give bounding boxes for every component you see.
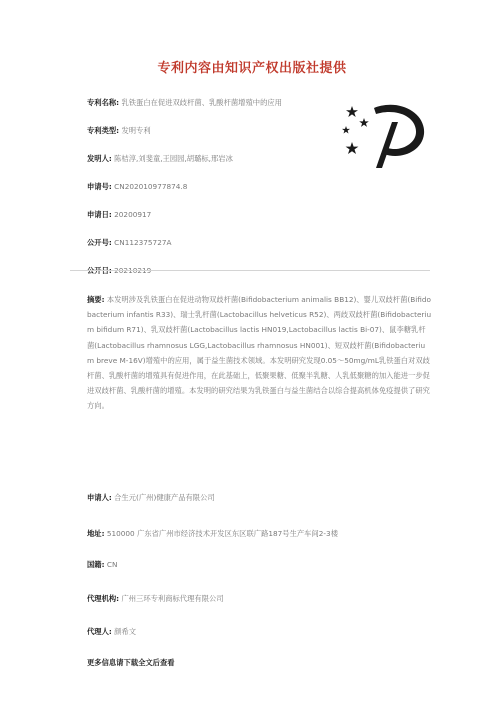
address-value: 510000 广东省广州市经济技术开发区东区联广路187号生产车间2-3楼 (106, 529, 338, 538)
section-divider (70, 270, 430, 271)
meta-publication-number (87, 236, 387, 250)
agency-label: 代理机构: (87, 594, 120, 603)
abstract (87, 292, 432, 414)
star-icon (359, 118, 369, 127)
agent-label: 代理人: (87, 627, 112, 636)
meta-label: 申请号: (87, 182, 112, 191)
address-label: 地址: (87, 529, 105, 538)
meta-publication-date (87, 264, 387, 278)
download-hint: 更多信息请下载全文后查看 (87, 658, 175, 667)
agency-row (87, 592, 432, 606)
meta-value: CN202010977874.8 (114, 182, 188, 191)
meta-value: 20200917 (114, 210, 152, 219)
meta-value: CN112375727A (114, 238, 172, 247)
agency-value: 广州三环专利商标代理有限公司 (121, 594, 224, 603)
emblem-arc (374, 105, 424, 156)
meta-value: 陈桔淳,刘斐童,王园园,胡璐标,邢岩冰 (114, 154, 233, 163)
meta-label: 公开号: (87, 238, 112, 247)
star-icon (346, 106, 358, 117)
applicant-value: 合生元(广州)健康产品有限公司 (114, 493, 215, 502)
country-value: CN (106, 560, 118, 569)
abstract-label: 摘要: (87, 295, 105, 304)
country-label: 国籍: (87, 560, 105, 569)
address-row (87, 527, 432, 541)
meta-value: 发明专利 (121, 126, 151, 135)
abstract-text: 本发明涉及乳铁蛋白在促进动物双歧杆菌(Bifidobacterium animalis BB12)、婴儿双歧杆菌(Bifidobacterium infantis R33)、瑞士乳杆菌(Lactobacillus helveticus R52)、两歧双歧杆菌(Bifidobacterium bifidum R71)、乳双歧杆菌(Lactobacillus lactis HN019,Lactobacillus lactis Bi-07)、鼠李糖乳杆菌(Lactobacillus rhamnosus LGG,Lactobacillus rhamnosus HN001)、短双歧杆菌(Bifidobacterium breve M-16V)增殖中的应用，属于益生菌技术领域。本发明研究发现0.05～50mg/mL乳铁蛋白对双歧杆菌、乳酸杆菌的增殖具有促进作用，在此基础上，低聚果糖、低聚半乳糖、人乳低聚糖的加入能进一步促进双歧杆菌、乳酸杆菌的增殖。本发明的研究结果为乳铁蛋白与益生菌结合以综合提高机体免疫提供了研究方向。 (87, 295, 432, 411)
emblem-stroke (376, 122, 398, 168)
page-title: 专利内容由知识产权出版社提供 (157, 61, 347, 76)
agent-row (87, 625, 432, 639)
meta-label: 专利类型: (87, 126, 120, 135)
country-row (87, 558, 432, 572)
meta-application-number (87, 180, 387, 194)
meta-label: 申请日: (87, 210, 112, 219)
meta-label: 发明人: (87, 154, 112, 163)
star-icon (346, 142, 359, 154)
agent-value: 颜希文 (114, 627, 137, 636)
applicant-row (87, 491, 432, 505)
meta-application-date (87, 208, 387, 222)
meta-value: 乳铁蛋白在促进双歧杆菌、乳酸杆菌增殖中的应用 (121, 98, 282, 107)
meta-label: 专利名称: (87, 98, 120, 107)
publisher-emblem-icon (340, 100, 436, 168)
star-icon (342, 126, 350, 134)
applicant-label: 申请人: (87, 493, 112, 502)
